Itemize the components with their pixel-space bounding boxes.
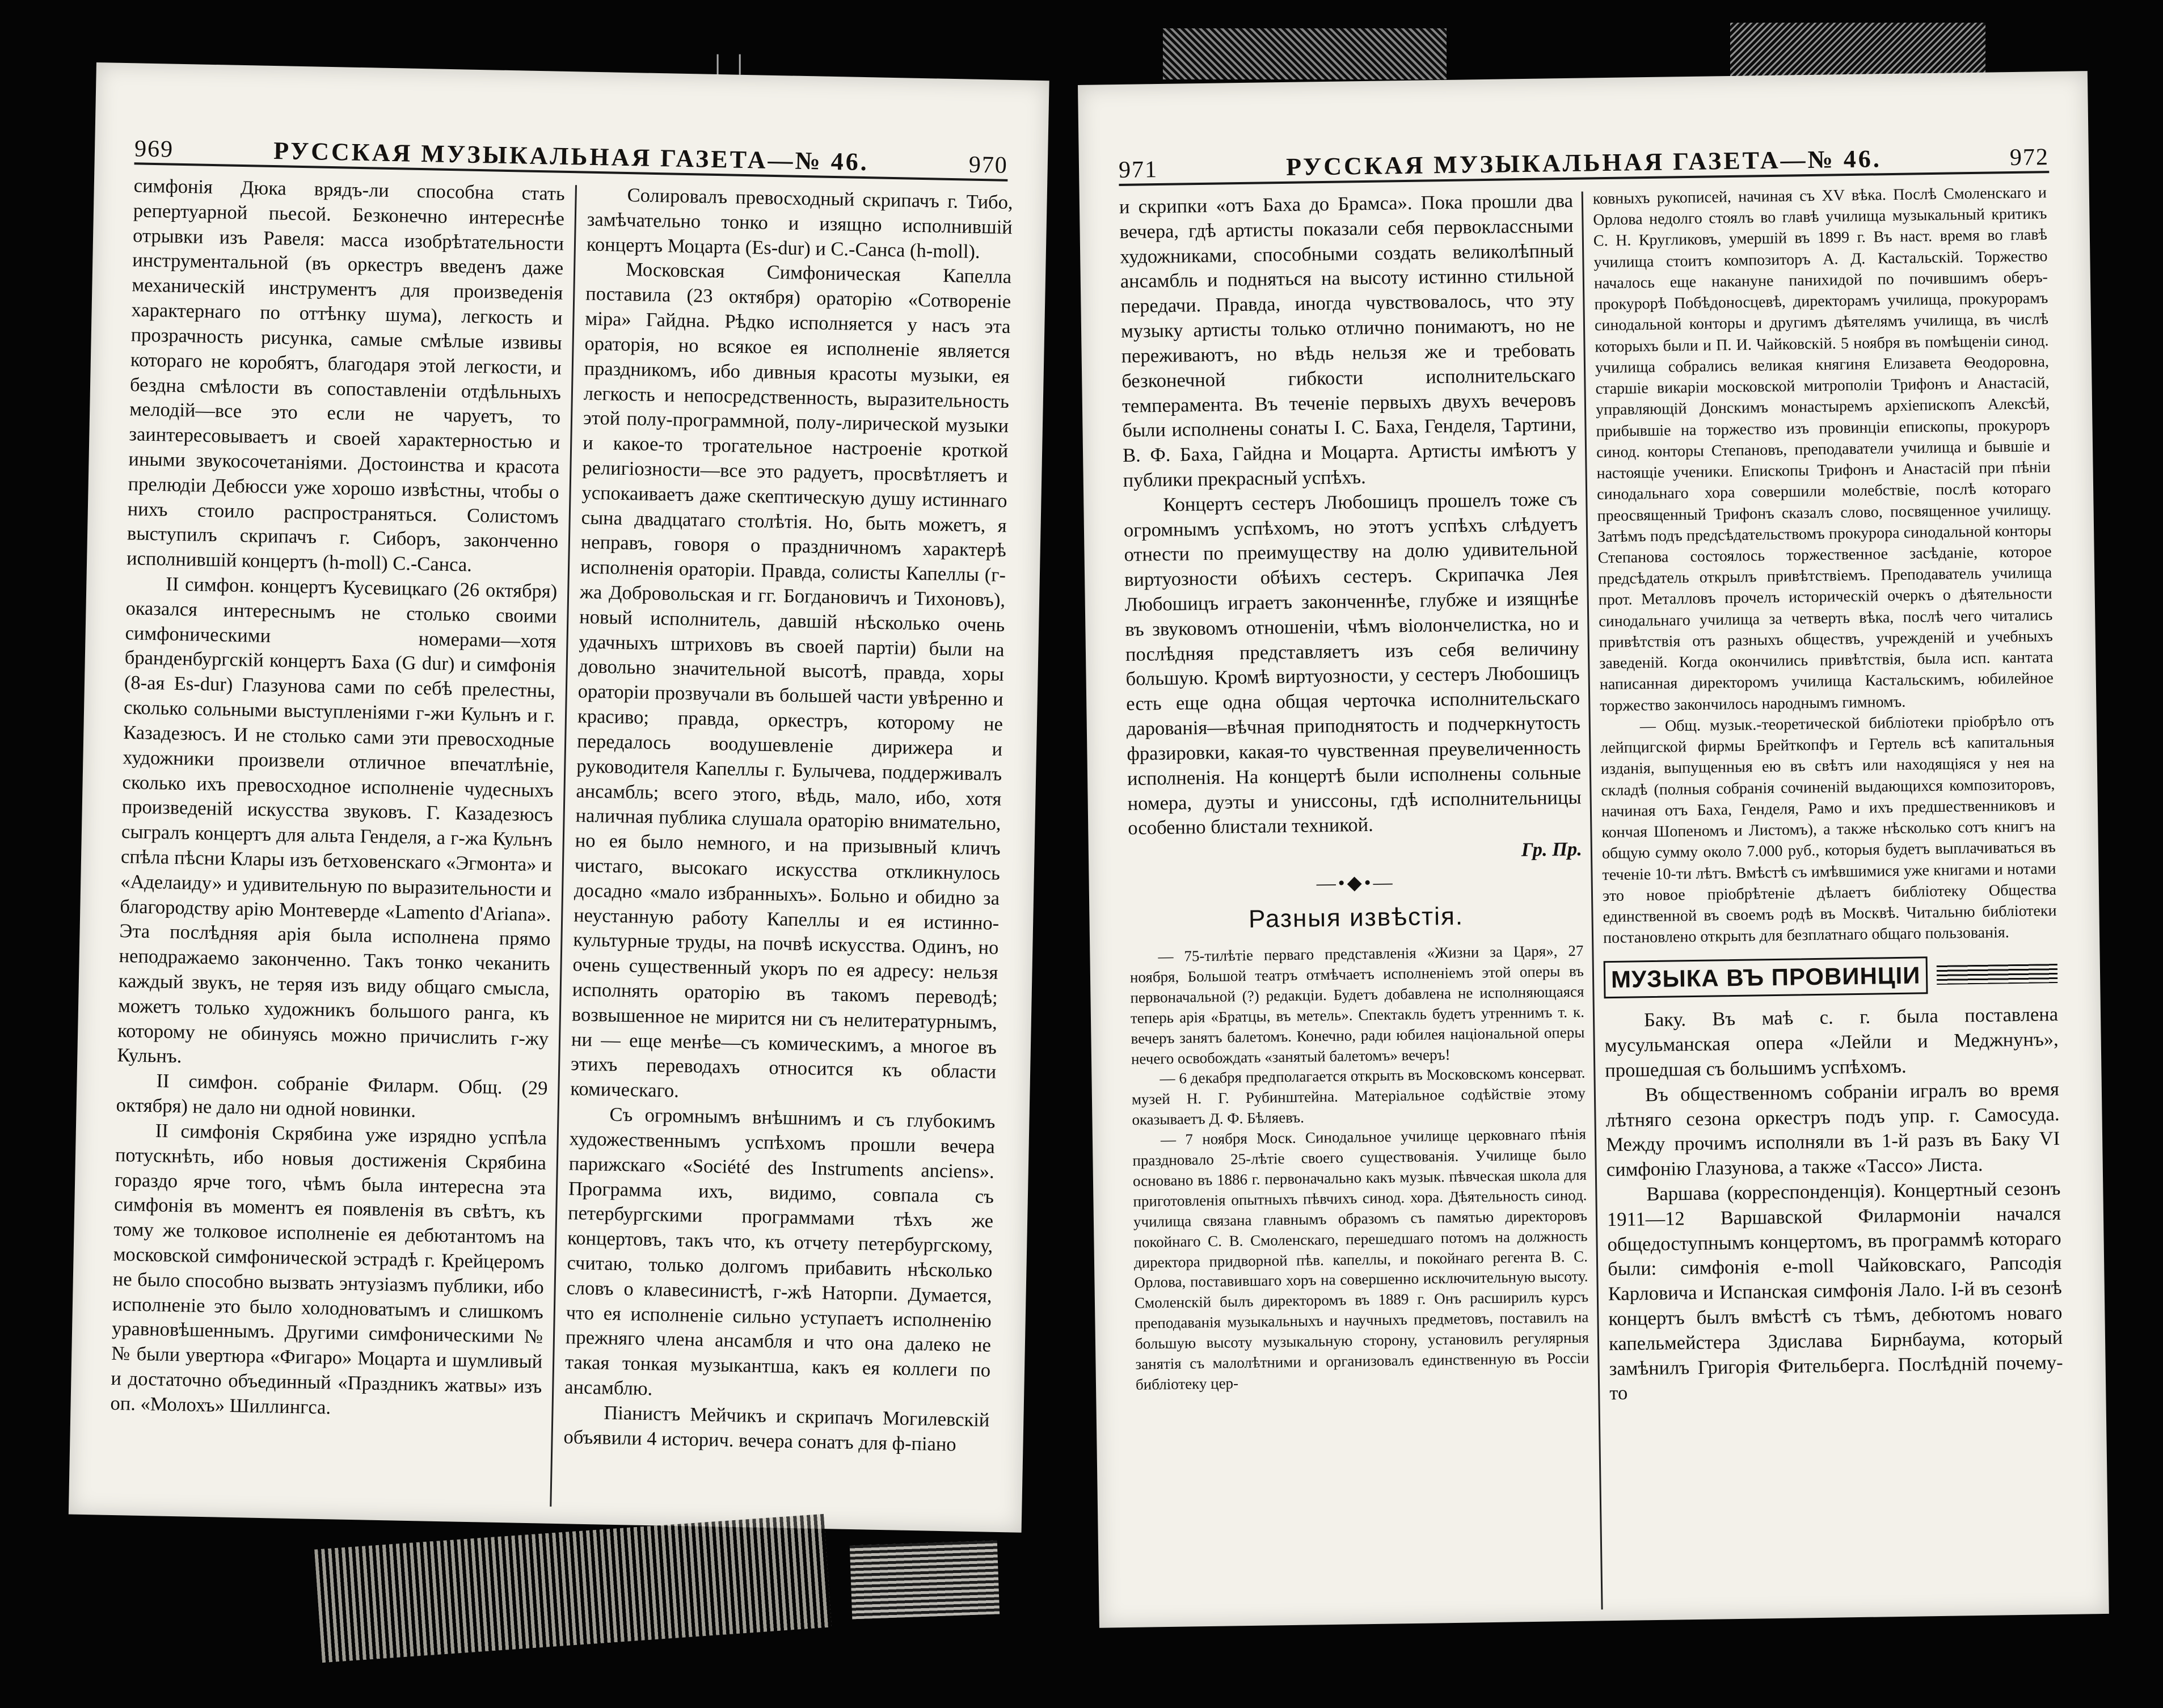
text-column	[563, 183, 1013, 1458]
paragraph: и скрипки «отъ Баха до Брамса». Пока прошли два вечера, гдѣ артисты показали себя первоклассными художниками, способными создать великолѣпный ансамбль и подняться на высоту истинно стильной передачи. Правда, иногда чувствовалось, что эту музыку артисты только отлично понимаютъ, но не переживаютъ, но вѣдь нельзя же и требовать безконечной гибкости исполнительскаго темперамента. Въ теченіе первыхъ двухъ вечеровъ были исполнены сонаты І. С. Баха, Генделя, Тартини, В. Ф. Баха, Гайдна и Моцарта. Артисты имѣютъ у публики прекрасный успѣхъ.	[1119, 189, 1577, 491]
page-number: 971	[1118, 157, 1158, 184]
page-number: 970	[968, 151, 1009, 179]
page-header	[1118, 125, 2049, 186]
province-news	[1604, 1002, 2064, 1406]
paragraph: Съ огромнымъ внѣшнимъ и съ глубокимъ художественнымъ успѣхомъ прошли вечера парижскаго «Société des Instruments anciens». Программа ихъ, видимо, совпала съ петербургскими программами тѣхъ же концертовъ, такъ что, къ отчету петербургскому, считаю, только долгомъ прибавить нѣсколько словъ о клавесинистѣ, г-жѣ Наторпи. Думается, что ея исполненіе сильно уступаетъ исполненію прежняго члена ансамбля и что она далеко не такая тонкая музыкантша, какъ ея коллеги по ансамблю.	[564, 1103, 996, 1400]
running-title: РУССКАЯ МУЗЫКАЛЬНАЯ ГАЗЕТА—№ 46.	[273, 137, 870, 176]
section-heading: Разныя извѣстія.	[1248, 902, 1464, 934]
paragraph: Въ общественномъ собраніи игралъ во время лѣтняго сезона оркестръ подъ упр. г. Самосуда. Между прочимъ исполняли въ 1-й разъ въ Баку VI симфонію Глазунова, а также «Тассо» Листа.	[1605, 1078, 2060, 1181]
paragraph: Московская Симфоническая Капелла поставила (23 октября) ораторію «Сотвореніе міра» Гайдна. Рѣдко исполняется у насъ эта ораторія, но всякое ея исполненіе является праздникомъ, ибо дивныя красоты музыки, ея легкость и непосредственность, выразительность этой полу-программной, полу-лирической музыки и какое-то трогательное настроеніе кроткой религіозности—все это радуетъ, просвѣтляетъ и успокаиваетъ даже скептическую душу истиннаго сына двадцатаго столѣтія. Но, быть можетъ, я неправъ, говоря о праздничномъ характерѣ исполненія ораторіи. Правда, солисты Капеллы (г-жа Добровольская и гг. Богдановичъ и Тихоновъ), новый исполнитель, давшій нѣсколько очень удачныхъ штриховъ въ своей партіи) были на довольно значительной высотѣ, правда, хоры ораторіи прозвучали въ большей части увѣренно и красиво; правда, оркестръ, которому не передалось воодушевленіе дирижера и руководителя Капеллы г. Булычева, поддерживалъ ансамбль; всего этого, вѣдь, мало, ибо, хотя наличная публика слушала ораторію внимательно, но ея было немного, и на призывный кличъ чистаго, высокаго искусства откликнулось досадно «мало избранныхъ». Больно и обидно за неустанную работу Капеллы и ея истинно-культурные труды, на почвѣ искусства. Одинъ, но очень существенный укоръ по ея адресу: нельзя исполнять ораторію въ такомъ переводѣ; возвышенное не мирится ни съ нелитературнымъ, ни — еще менѣе—съ комическимъ, а многое въ этихъ переводахъ относится къ области комическаго.	[570, 259, 1012, 1102]
scan-artifact	[314, 1514, 832, 1663]
text-column	[110, 174, 565, 1424]
paragraph: Солировалъ превосходный скрипачъ г. Тибо, замѣчательно тонко и изящно исполнившій концертъ Моцарта (Es-dur) и С.-Санса (h-moll).	[586, 184, 1013, 263]
paragraph: Варшава (корреспонденція). Концертный сезонъ 1911—12 Варшавской Филармоніи начался общедоступнымъ концертомъ, въ программѣ котораго были: симфонія e-moll Чайковскаго, Рапсодія Карловича и Испанская симфонія Лало. I-й въ сезонѣ концертъ былъ вмѣстѣ съ тѣмъ, дебютомъ новаго капельмейстера Здислава Бирнбаума, который замѣнилъ Григорія Фительберга. Послѣдній почему-то	[1607, 1177, 2063, 1405]
paragraph: II симфон. концертъ Кусевицкаго (26 октября) оказался интереснымъ не столько своими симфоническими номерами—хотя бранденбургскій концертъ Баха (G dur) и симфонія (8-ая Es-dur) Глазунова сами по себѣ прелестны, сколько сольными выступленіями г-жи Кульнъ и г. Казадезюсъ. И не столько сами эти превосходные художники произвели отличное впечатлѣніе, сколько ихъ превосходное исполненіе чудесныхъ произведеній искусства звуковъ. Г. Казадезюсъ сыгралъ концертъ для альта Генделя, а г-жа Кульнъ спѣла пѣсни Клары изъ бетховенскаго «Эгмонта» и «Аделаиду» и удивительную по выразительности и благородству арію Монтеверде «Lamento d'Ariana». Эта послѣдняя арія была исполнена прямо неподражаемо законченно. Такъ тонко чеканить каждый звукъ, не теряя изъ виду общаго смысла, можетъ только художникъ большого ранга, къ которому не обинуясь можно причислить г-жу Кульнъ.	[117, 573, 558, 1068]
paragraph: Баку. Въ маѣ с. г. была поставлена мусульманская опера «Лейли и Меджнунъ», прошедшая съ большимъ успѣхомъ.	[1604, 1003, 2059, 1082]
page-number: 972	[2009, 144, 2050, 171]
page-number: 969	[134, 136, 174, 163]
paragraph: Піанистъ Мейчикъ и скрипачъ Могилевскій объявили 4 историч. вечера сонатъ для ф-піано	[563, 1402, 990, 1456]
text-column	[1593, 182, 2064, 1406]
section-banner	[1604, 955, 2058, 998]
paragraph: — Общ. музык.-теоретической библіотеки пріобрѣло отъ лейпцигской фирмы Брейткопфъ и Гертель всѣ капитальныя изданія, выпущенныя ею въ свѣтъ или находящіяся у нея на складѣ (полныя собранія сочиненій выдающихся композиторовъ, начиная отъ Баха, Генделя, Рамо и ихъ предшественниковъ и кончая Шопеномъ и Листомъ), а также нѣсколько сотъ книгъ на общую сумму около 7.000 руб., которыя будетъ выплачиваться въ теченіе 10-ти лѣтъ. Вмѣстѣ съ имѣвшимися уже книгами и нотами это новое пріобрѣтеніе дѣлаетъ библіотеку Общества единственной въ своемъ родѣ въ Москвѣ. Читальню библіотеки постановлено открыть для безплатнаго общаго пользованія.	[1600, 711, 2057, 947]
author-signature: Гр. Пр.	[1521, 838, 1583, 861]
paragraph: ковныхъ рукописей, начиная съ XV вѣка. Послѣ Смоленскаго и Орлова недолго стоялъ во главѣ училища музыкальный критикъ С. Н. Кругликовъ, умершій въ 1899 г. Въ наст. время во главѣ училища стоитъ композиторъ А. Д. Кастальскій. Торжество началось еще накануне панихидой по почившимъ оберъ-прокурорѣ Побѣдоносцевѣ, директорамъ училища, прокурорамъ синодальной конторы и другимъ дѣятелямъ училища, въ числѣ которыхъ были и П. И. Чайковскій. 5 ноября въ помѣщеніи синод. училища собрались великая княгиня Елизавета Ѳеодоровна, старшіе викаріи московской митрополіи Трифонъ и Анастасій, управляющій Донскимъ монастыремъ архіепископъ Алексѣй, прибывшіе на торжество изъ провинціи епископы, прокуроръ синод. конторы Степановъ, преподаватели училища и бывшіе и настоящіе ученики. Епископы Трифонъ и Анастасій при пѣніи синодальнаго хора совершили молебствіе, послѣ котораго преосвященный Трифонъ сказалъ слово, посвященное училищу. Затѣмъ подъ предсѣдательствомъ прокурора синодальной конторы Степанова состоялось торжественное засѣданіе, которое предсѣдатель открылъ привѣтствіемъ. Преподаватель училища прот. Металловъ прочелъ историческій очеркъ о дѣятельности синодальнаго училища за четверть вѣка, послѣ чего читались привѣтствія отъ разныхъ обществъ, учрежденій и учебныхъ заведеній. Когда окончились привѣтствія, была исп. кантата написанная директоромъ училища Кастальскимъ, юбилейное торжество закончилось народнымъ гимномъ.	[1592, 184, 2054, 715]
text-column	[1119, 189, 1589, 1395]
scan-artifact	[850, 1541, 1000, 1620]
left-page	[69, 62, 1049, 1533]
scan-artifact	[1163, 28, 1447, 79]
news-items	[1129, 941, 1589, 1395]
right-page	[1078, 71, 2109, 1628]
running-title: РУССКАЯ МУЗЫКАЛЬНАЯ ГАЗЕТА—№ 46.	[1285, 145, 1882, 181]
news-item: — 6 декабря предполагается открыть въ Московскомъ консерват. музей Н. Г. Рубинштейна. Матеріальное содѣйствіе этому оказываетъ Д. Ф. Бѣляевъ.	[1131, 1064, 1586, 1129]
paragraph: II симфонія Скрябина уже изрядно успѣла потускнѣть, ибо новыя достиженія Скрябина гораздо ярче того, чѣмъ была интересна эта симфонія въ моментъ ея появленія въ свѣтъ, къ тому же толковое исполненіе ея дебютантомъ на московской симфонической эстрадѣ г. Крейцеромъ не было способно вызвать энтузіазмъ публики, ибо исполненіе это было холодноватымъ и слишкомъ уравновѣшеннымъ. Другими симфоническими №№ были увертюра «Фигаро» Моцарта и шумливый и достаточно объединный «Праздникъ жатвы» изъ оп. «Молохъ» Шиллингса.	[110, 1120, 547, 1419]
news-item: — 7 ноября Моск. Синодальное училище церковнаго пѣнія праздновало 25-лѣтіе своего существованія. Училище было основано въ 1886 г. первоначально какъ музык. пѣвческая школа для приготовленія опытныхъ пѣвчихъ синод. хора. Дѣятельность синод. училища связана главнымъ образомъ съ памятью директоровъ покойнаго С. В. Смоленскаго, перешедшаго потомъ на должность директора придворной пѣв. капеллы, и покойнаго регента В. С. Орлова, поставившаго хоръ на совершенно исключительную высоту. Смоленскій былъ директоромъ въ 1889 г. Онъ расширилъ курсъ преподаванія музыкальныхъ и научныхъ предметовъ, поставилъ на большую высоту музыкальную сторону, установилъ регулярныя занятія съ малолѣтними и организовалъ единственную въ Россіи библіотеку цер-	[1132, 1125, 1589, 1393]
scan-mark: ❘ ❘	[709, 52, 749, 74]
paragraph: Концертъ сестеръ Любошицъ прошелъ тоже съ огромнымъ успѣхомъ, но этотъ успѣхъ слѣдуетъ отнести по преимуществу на долю удивительной виртуозности обѣихъ сестеръ. Скрипачка Лея Любошицъ играетъ законченнѣе, глубже и изящнѣе въ звуковомъ отношеніи, чѣмъ віолончелистка, но и послѣдняя представляетъ изъ себя величину большую. Кромѣ виртуозности, у сестеръ Любошицъ есть еще одна общая черточка исполнительскаго дарованія—вѣчная приподнятость и подчеркнутость фразировки, какая-то чувственная преувеличенность исполненія. На концертѣ были исполнены сольные номера, дуэты и униссоны, гдѣ исполнительницы особенно блистали техникой.	[1123, 488, 1582, 840]
banner-rules	[1937, 964, 2057, 985]
page-header	[134, 117, 1009, 182]
ornament-divider: —•◆•—	[1316, 872, 1395, 895]
news-item: — 75-тилѣтіе перваго представленія «Жизни за Царя», 27 ноября, Большой театръ отмѣчаетъ исполненіемъ этой оперы въ первоначальной (?) редакціи. Будетъ добавлена не исполняющаяся теперь арія «Братцы, въ метель». Спектакль будетъ утреннимъ т. к. вечеръ занятъ балетомъ. Конечно, ради юбилея національной оперы нечего освобождать «занятый балетомъ» вечеръ!	[1129, 942, 1585, 1068]
paragraph: II симфон. собраніе Филарм. Общ. (29 октября) не дало ни одной новинки.	[116, 1070, 548, 1122]
banner-title: МУЗЫКА ВЪ ПРОВИНЦІИ	[1604, 957, 1928, 999]
paragraph: симфонія Дюка врядъ-ли способна стать репертуарной пьесой. Безконечно интереснѣе отрывки изъ Равеля: масса изобрѣтательности инструментальной (въ оркестръ введенъ даже механическій инструментъ для произведенія характернаго по оттѣнку шума), легкость и прозрачность рисунка, самые смѣлые извивы котораго не коробятъ, благодаря этой легкости, и бездна смѣлости въ сопоставленіи отдѣльныхъ мелодій—все это если не чаруетъ, то заинтересовываетъ и своей характерностью и иными звукосочетаніями. Достоинства и красота прелюдіи Дебюсси уже хорошо извѣстны, чтобы о нихъ стоило распространяться. Солистомъ выступилъ скрипачъ г. Сиборъ, законченно исполнившій концертъ (h-moll) С.-Санса.	[126, 175, 566, 576]
